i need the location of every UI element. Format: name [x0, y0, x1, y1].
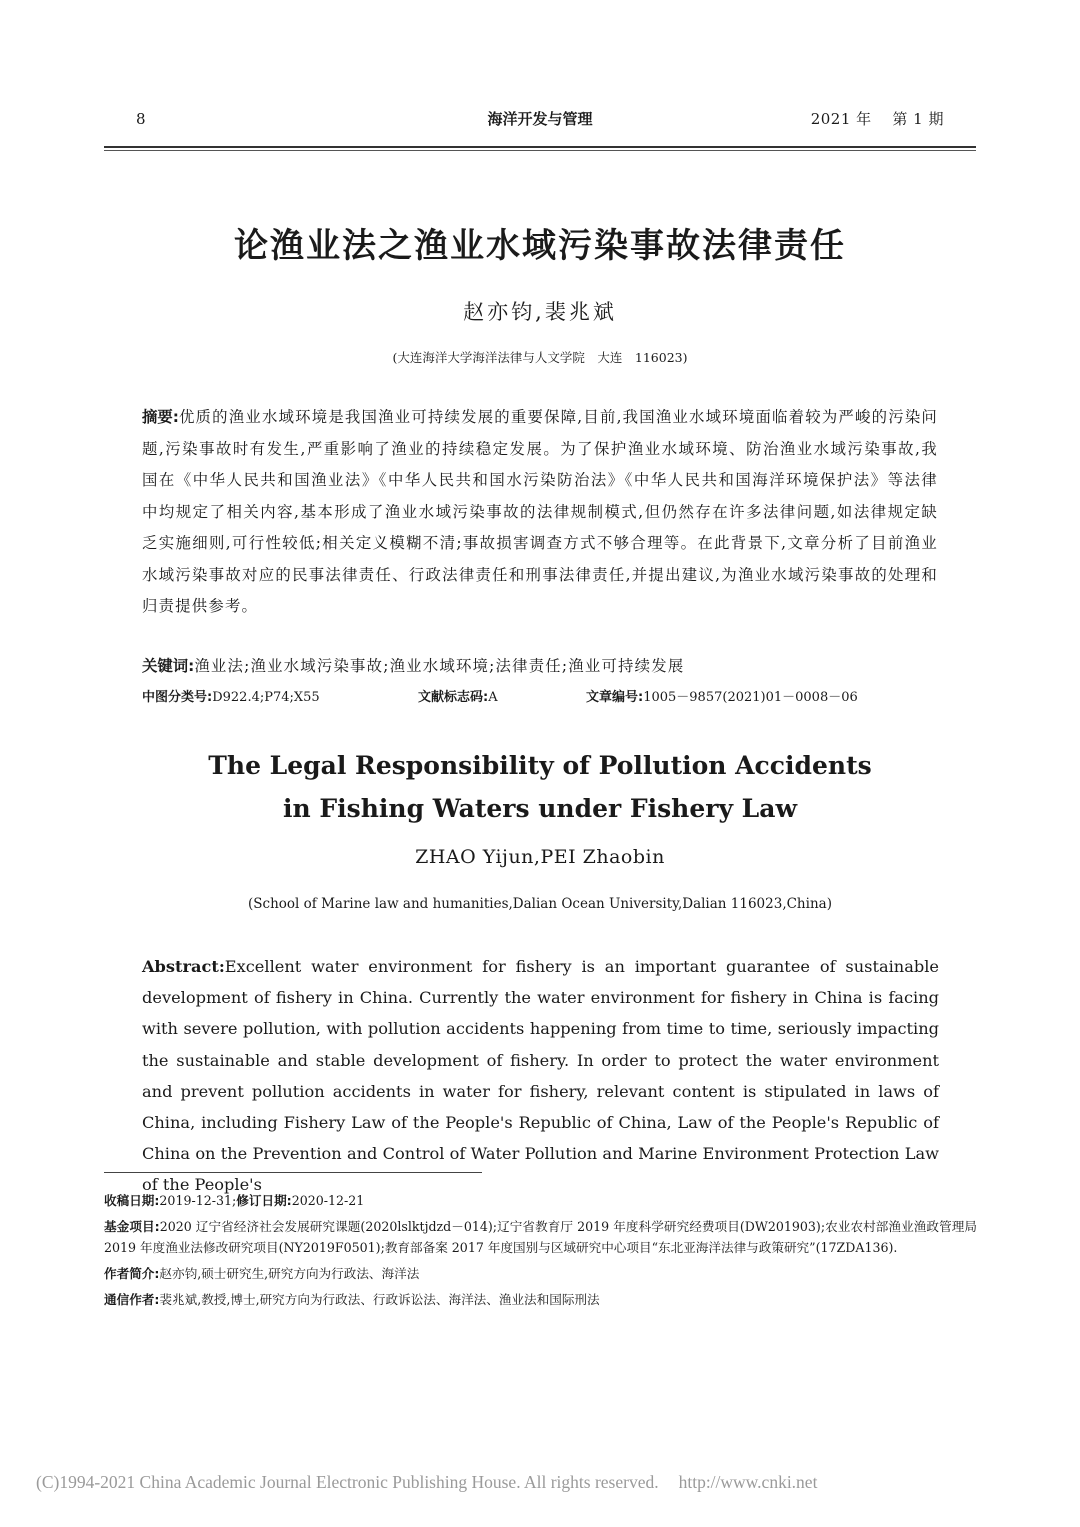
received-label: 收稿日期: — [104, 1193, 160, 1208]
cnki-url[interactable]: http://www.cnki.net — [678, 1472, 818, 1492]
title-en-line2: in Fishing Waters under Fishery Law — [283, 794, 797, 823]
authors-cn: 赵亦钧,裴兆斌 — [463, 300, 617, 324]
running-header — [104, 108, 976, 132]
revised-value: 2020-12-21 — [291, 1193, 365, 1208]
document-code — [418, 686, 498, 705]
affiliation-en: (School of Marine law and humanities,Dalian Ocean University,Dalian 116023,China) — [248, 896, 832, 912]
abstract-en-text: Excellent water environment for fishery is an important guarantee of sustainable development of fishery in China. Currently the water environment for fishery in China is facing with severe pollution, with pollution accidents happening from time to time, seriously impacting the sustainable and stable development of fishery. In order to protect the water environment and prevent pollution accidents in water for fishery, relevant content is stipulated in laws of China, including Fishery Law of the People's Republic of China, Law of the People's Republic of China on the Prevention and Control of Water Pollution and Marine Environment Protection Law of the People's — [142, 957, 939, 1195]
footnote-fund — [104, 1216, 977, 1258]
page-number: 8 — [136, 110, 146, 128]
footnote-dates — [104, 1190, 977, 1211]
footnotes — [104, 1190, 977, 1315]
article-no-label: 文章编号: — [586, 690, 644, 705]
title-en — [0, 744, 1080, 830]
header-rule-thin — [104, 150, 976, 151]
corresponding-text: 裴兆斌,教授,博士,研究方向为行政法、行政诉讼法、海洋法、渔业法和国际刑法 — [159, 1292, 600, 1307]
title-cn: 论渔业法之渔业水域污染事故法律责任 — [234, 226, 846, 266]
abstract-en-label: Abstract: — [142, 957, 225, 976]
keywords-cn-label: 关键词: — [142, 657, 195, 675]
corresponding-label: 通信作者: — [104, 1292, 160, 1307]
fund-text: 2020 辽宁省经济社会发展研究课题(2020lslktjdzd－014);辽宁省教育厅 2019 年度科学研究经费项目(DW201903);农业农村部渔业渔政管理局 2019 年度渔业法修改研究项目(NY2019F0501);教育部备案 2017 年度国别与区域研究中心项目“东北亚海洋法律与政策研究”(17ZDA136). — [104, 1219, 977, 1255]
copyright-text: (C)1994-2021 China Academic Journal Electronic Publishing House. All rights reserved. — [36, 1472, 659, 1492]
article-no-value: 1005－9857(2021)01－0008－06 — [643, 690, 858, 705]
footnote-corresponding — [104, 1289, 977, 1310]
author-bio-label: 作者简介: — [104, 1266, 160, 1281]
footnote-rule — [104, 1172, 482, 1173]
clc-value: D922.4;P74;X55 — [212, 690, 320, 705]
issue-info: 2021 年 第 1 期 — [810, 110, 944, 128]
keywords-cn-text: 渔业法;渔业水域污染事故;渔业水域环境;法律责任;渔业可持续发展 — [194, 657, 685, 675]
abstract-cn-label: 摘要: — [142, 408, 179, 426]
copyright-watermark — [36, 1472, 1046, 1493]
received-value: 2019-12-31; — [159, 1193, 237, 1208]
clc-label: 中图分类号: — [142, 690, 213, 705]
fund-label: 基金项目: — [104, 1219, 160, 1234]
header-rule-thick — [104, 146, 976, 148]
abstract-cn — [142, 402, 938, 623]
footnote-author-bio — [104, 1263, 977, 1284]
keywords-cn — [142, 651, 938, 681]
author-bio-text: 赵亦钧,硕士研究生,研究方向为行政法、海洋法 — [159, 1266, 420, 1281]
journal-name: 海洋开发与管理 — [487, 110, 593, 128]
abstract-en — [142, 951, 939, 1201]
title-en-line1: The Legal Responsibility of Pollution Accidents — [208, 751, 872, 780]
affiliation-cn: (大连海洋大学海洋法律与人文学院 大连 116023) — [392, 350, 688, 365]
classification-line — [142, 686, 938, 708]
clc-code — [142, 686, 320, 705]
abstract-cn-text: 优质的渔业水域环境是我国渔业可持续发展的重要保障,目前,我国渔业水域环境面临着较为严峻的污染问题,污染事故时有发生,严重影响了渔业的持续稳定发展。为了保护渔业水域环境、防治渔业水域污染事故,我国在《中华人民共和国渔业法》《中华人民共和国水污染防治法》《中华人民共和国海洋环境保护法》等法律中均规定了相关内容,基本形成了渔业水域污染事故的法律规制模式,但仍然存在许多法律问题,如法律规定缺乏实施细则,可行性较低;相关定义模糊不清;事故损害调查方式不够合理等。在此背景下,文章分析了目前渔业水域污染事故对应的民事法律责任、行政法律责任和刑事法律责任,并提出建议,为渔业水域污染事故的处理和归责提供参考。 — [142, 408, 939, 615]
authors-en: ZHAO Yijun,PEI Zhaobin — [415, 846, 665, 868]
doc-code-value: A — [488, 690, 498, 705]
doc-code-label: 文献标志码: — [418, 690, 489, 705]
article-number — [586, 686, 858, 705]
revised-label: 修订日期: — [236, 1193, 292, 1208]
